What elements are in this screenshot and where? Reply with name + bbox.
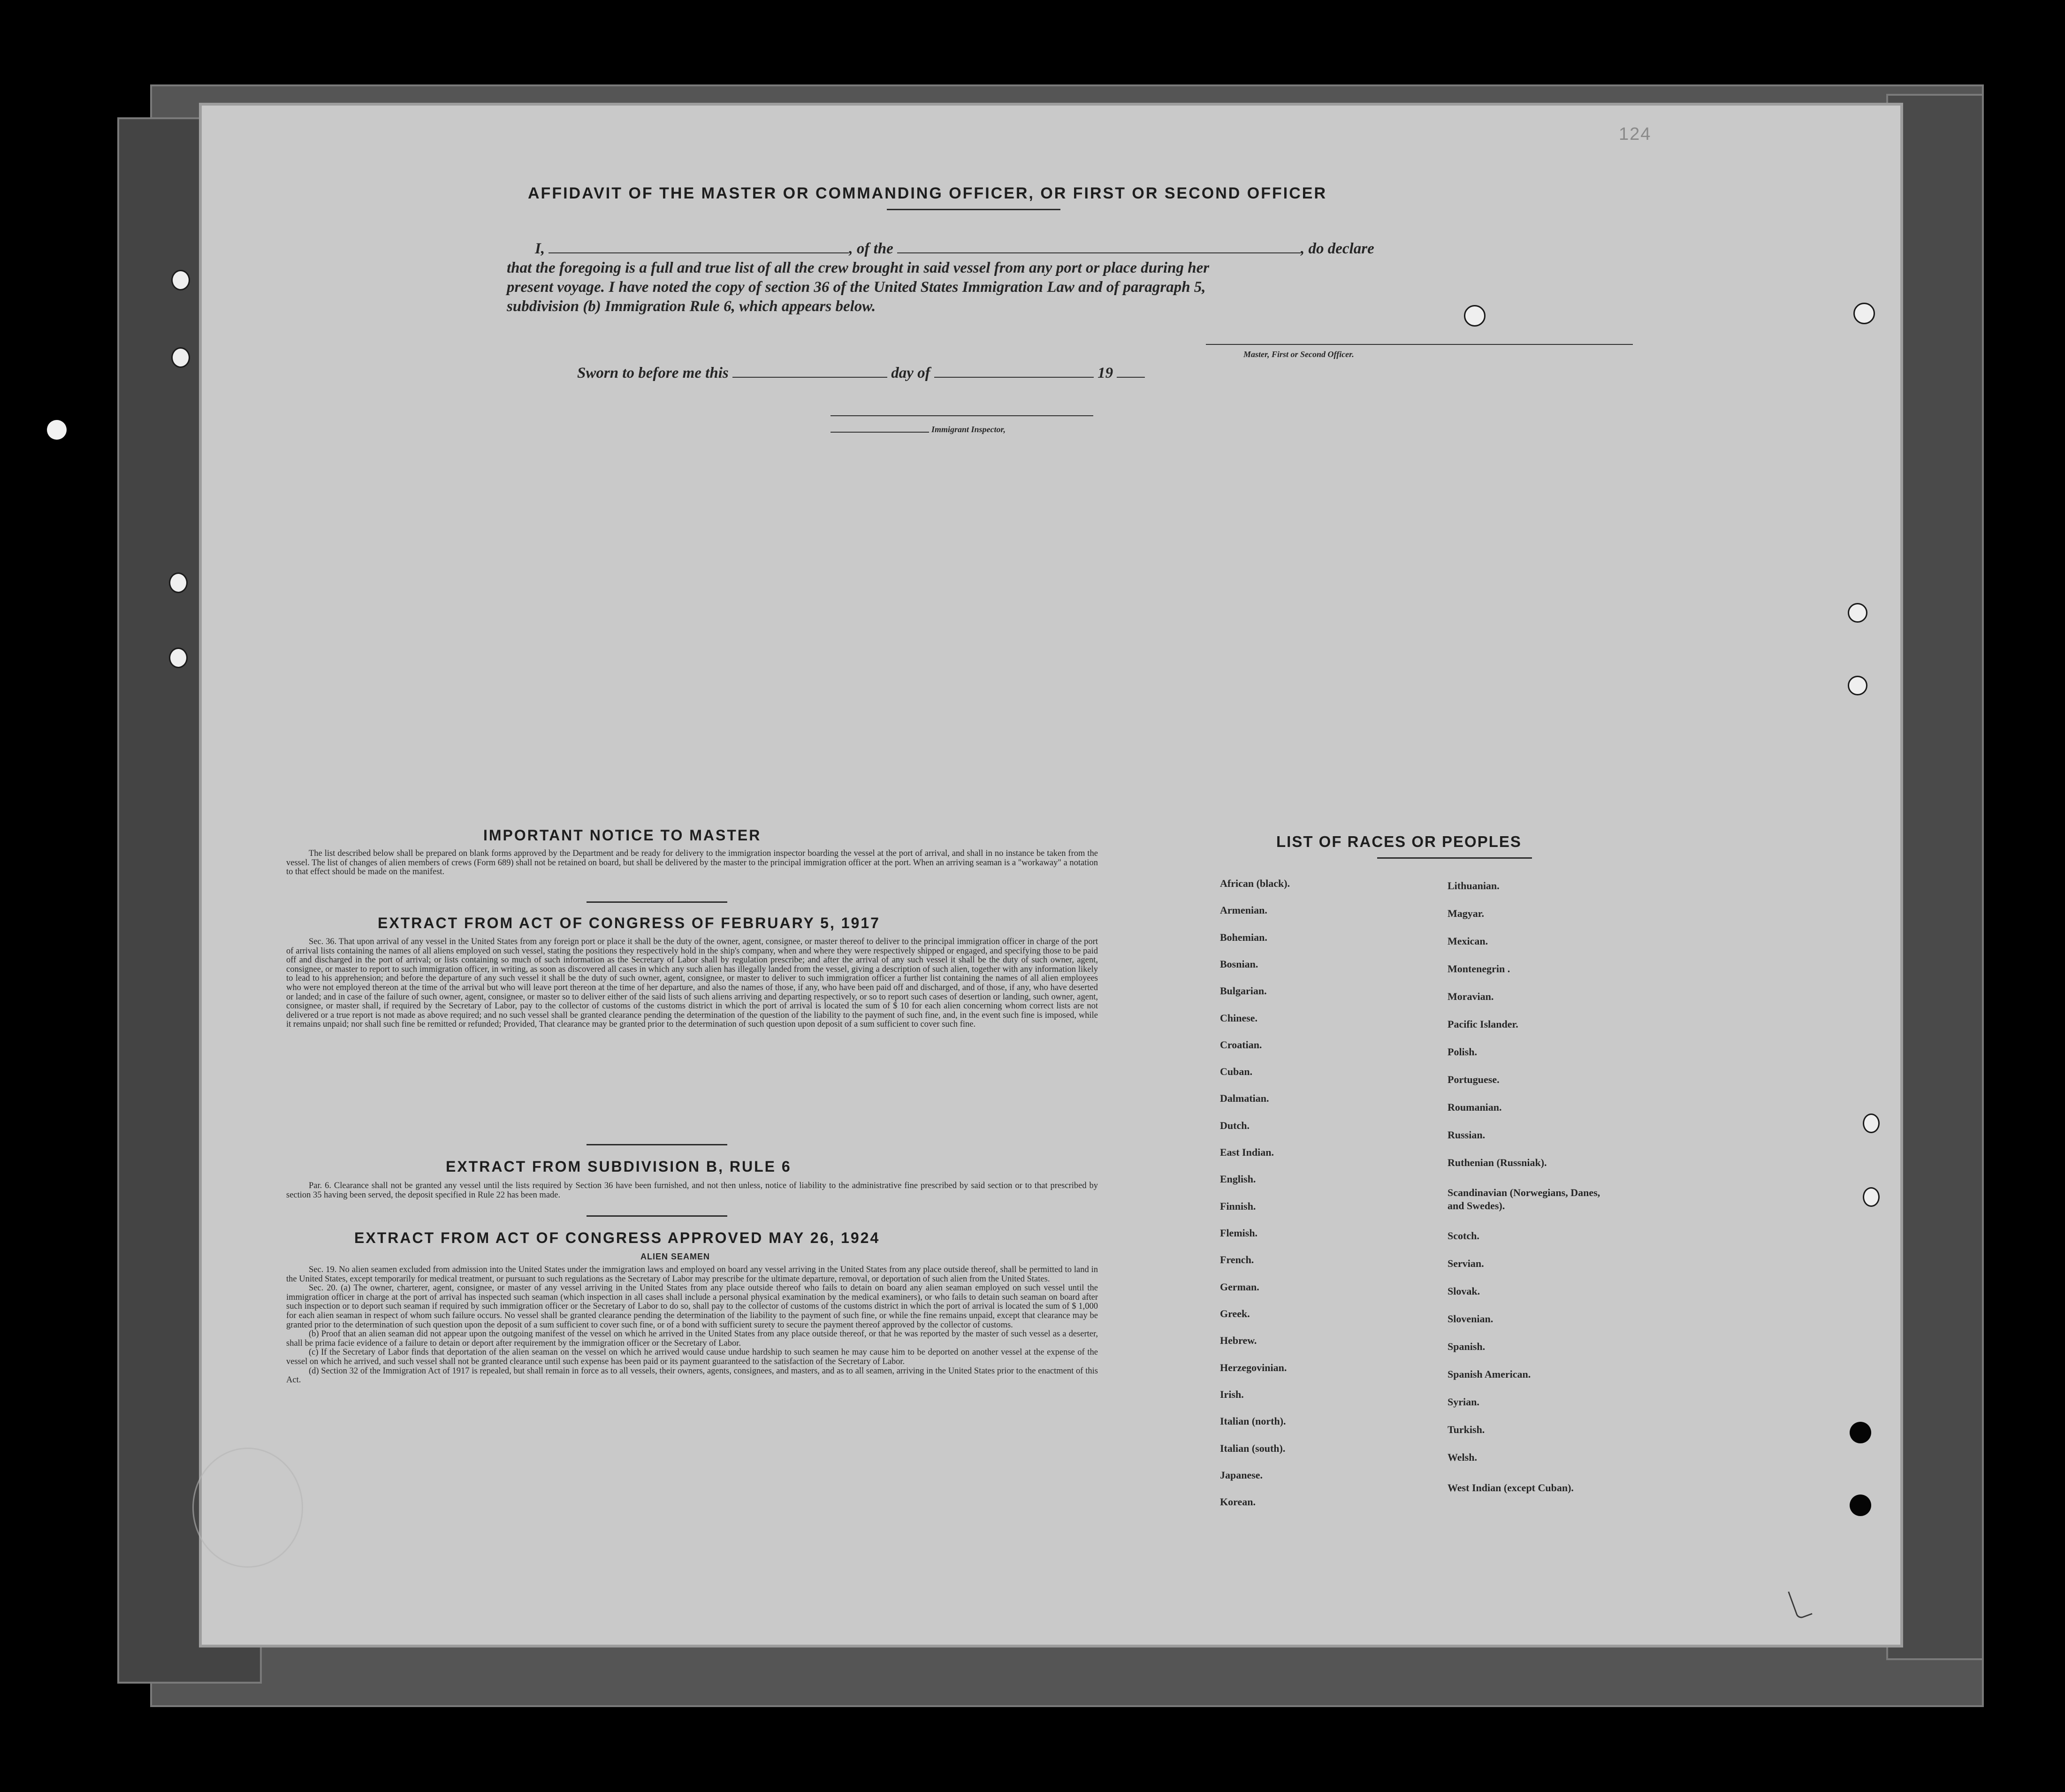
binding-hole <box>1863 1187 1880 1207</box>
binding-hole <box>1848 676 1867 695</box>
affidavit-line2: that the foregoing is a full and true list of all the crew brought in said vessel from any port or place during her <box>507 259 1210 276</box>
binding-hole-filled <box>1850 1422 1871 1443</box>
race-item: Bohemian. <box>1220 931 1267 943</box>
vessel-blank[interactable] <box>897 252 1301 253</box>
race-item: Chinese. <box>1220 1012 1258 1024</box>
sec20b-text: (b) Proof that an alien seaman did not appear upon the outgoing manifest of the vessel on which he arrived in the United States from any place outside thereof, or that he was reported by the master of such vessel as a deserter, shall be prima facie evidence of a failure to detain or deport after requirement by the immigration officer or the Secretary of Labor. <box>286 1329 1098 1348</box>
race-item: West Indian (except Cuban). <box>1448 1482 1574 1494</box>
binding-hole <box>1848 603 1867 623</box>
race-item: Scandinavian (Norwegians, Danes, and Swedes). <box>1448 1187 1600 1212</box>
race-item: Slovak. <box>1448 1285 1480 1297</box>
race-item: Bosnian. <box>1220 958 1258 970</box>
rule6-text: Par. 6. Clearance shall not be granted any vessel until the lists required by Section 36 have been furnished, and not then unless, notice of liability to the administrative fine prescribed by said section or to that prescribed by section 35 having been served, the deposit specified in Rule 22 has been made. <box>286 1181 1098 1200</box>
race-item: Turkish. <box>1448 1424 1485 1435</box>
manifest-page <box>202 106 1900 1645</box>
sworn-before-label: Sworn to before me this <box>577 365 729 381</box>
race-item: Italian (south). <box>1220 1442 1286 1454</box>
race-item: Hebrew. <box>1220 1334 1257 1346</box>
race-item: Roumanian. <box>1448 1101 1502 1113</box>
race-item: French. <box>1220 1254 1254 1266</box>
affidavit-of-the: , of the <box>849 240 893 257</box>
races-underline <box>1377 857 1532 859</box>
back-sheet-right <box>1886 94 1984 1660</box>
race-item: Croatian. <box>1220 1039 1262 1051</box>
extract-1917-text: Sec. 36. That upon arrival of any vessel in the United States from any foreign port or place it shall be the duty of the owner, agent, consignee, or master thereof to deliver to the principal immigration officer in charge of the port of arrival lists containing the names of all aliens employed on such vessel, stating the positions they respectively hold in the ship's company, when and where they were respectively shipped or engaged, and specifying those to be paid off and discharged in the port of arrival; or lists containing so much of such information as the Secretary of Labor shall by regulation prescribe; and after the arrival of any such vessel it shall be the duty of such owner, agent, consignee, or master to report to such immigration officer, in writing, as soon as discovered all cases in which any such alien has illegally landed from the vessel, giving a description of such alien, together with any information likely to lead to his apprehension; and before the departure of any such vessel it shall be the duty of such owner, agent, consignee, or master to deliver to such immigration officer a further list containing the names of all alien employees who were not employed thereon at the time of the arrival but who will leave port thereon at the time of her departure, and also the names of those, if any, who have been paid off and discharged, and of those, if any, who have deserted or landed; and in case of the failure of such owner, agent, consignee, or master so to deliver either of the said lists of such aliens arriving and departing respectively, or so to report such cases of desertion or landing, such owner, agent, consignee, or master shall, if required by the Secretary of Labor, pay to the collector of customs of the customs district in which the port of arrival is located the sum of $ 10 for each alien concerning whom correct lists are not delivered or a true report is not made as above required; and no such vessel shall be granted clearance pending the determination of the question of the liability to the payment of such fine, and, in the event such fine is imposed, while it remains unpaid; nor shall such fine be remitted or refunded; Provided, That clearance may be granted prior to the determination of such question upon deposit of a sum sufficient to cover such fine. <box>286 937 1098 1029</box>
notice-heading: IMPORTANT NOTICE TO MASTER <box>483 827 762 844</box>
inspector-signature-line-top[interactable] <box>831 415 1093 416</box>
master-signature-line[interactable] <box>1206 344 1633 345</box>
race-item: Pacific Islander. <box>1448 1018 1518 1030</box>
race-item: Portuguese. <box>1448 1074 1500 1085</box>
punch-hole-left <box>47 420 67 440</box>
affidavit-i: I, <box>535 240 545 257</box>
race-item: Korean. <box>1220 1496 1256 1508</box>
race-item: East Indian. <box>1220 1146 1274 1158</box>
race-item: Ruthenian (Russniak). <box>1448 1157 1547 1168</box>
race-item: Irish. <box>1220 1388 1244 1400</box>
sworn-day-blank[interactable] <box>732 377 887 378</box>
race-item: Dalmatian. <box>1220 1092 1269 1104</box>
affidavit-heading: AFFIDAVIT OF THE MASTER OR COMMANDING OFFICER, OR FIRST OR SECOND OFFICER <box>528 184 1327 202</box>
notice-rule <box>587 901 727 903</box>
day-of-label: day of <box>891 365 930 381</box>
race-item: Cuban. <box>1220 1066 1253 1077</box>
extract-1924-heading: EXTRACT FROM ACT OF CONGRESS APPROVED MAY 26, 1924 <box>354 1229 880 1246</box>
sworn-line <box>577 364 1422 383</box>
sec20a-text: Sec. 20. (a) The owner, charterer, agent, consignee, or master of any vessel arriving in the United States from any place outside thereof who fails to detain on board any alien seaman employed on such vessel until the immigration officer in charge at the port of arrival has inspected such seaman (which inspection in all cases shall include a personal physical examination by the medical examiners), or who fails to detain such seaman on board after such inspection or to deport such seaman if required by such immigration officer or the Secretary of Labor to do so, shall pay to the collector of customs of the customs district in which the port of arrival is located the sum of $ 1,000 for each alien seaman in respect of whom such failure occurs. No vessel shall be granted clearance pending the determination of the liability to the payment of such fine, or while the fine remains unpaid, except that clearance may be granted prior to the determination of such question upon the deposit of a sum sufficient to cover such fine, or of a bond with sufficient surety to secure the payment thereof approved by the collector of customs. <box>286 1283 1098 1330</box>
affidavit-line3: present voyage. I have noted the copy of section 36 of the United States Immigration Law and of paragraph 5, <box>507 279 1206 296</box>
binding-hole <box>171 270 190 290</box>
race-item: Herzegovinian. <box>1220 1362 1287 1373</box>
extract-1924-body <box>286 1266 1098 1385</box>
race-item: Moravian. <box>1448 991 1494 1002</box>
faint-seal-stamp <box>192 1448 303 1568</box>
sec19-text: Sec. 19. No alien seamen excluded from admission into the United States under the immigration laws and employed on board any vessel arriving in the United States from any place outside thereof, shall be permitted to land in the United States, except temporarily for medical treatment, or pursuant to such regulations as the Secretary of Labor may prescribe for the ultimate departure, removal, or deportation of such alien from the United States. <box>286 1265 1098 1284</box>
binding-hole <box>171 347 190 368</box>
race-item: Magyar. <box>1448 907 1485 919</box>
race-item: Lithuanian. <box>1448 880 1500 892</box>
sec20d-text: (d) Section 32 of the Immigration Act of 1917 is repealed, but shall remain in force as to all vessels, their owners, agents, consignees, and masters, and as to all seamen, arriving in the United States prior to the enactment of this Act. <box>286 1366 1098 1385</box>
race-item: Spanish American. <box>1448 1368 1531 1380</box>
binding-hole <box>169 572 188 593</box>
folio-number: 124 <box>1619 124 1652 144</box>
extract-1917-heading: EXTRACT FROM ACT OF CONGRESS OF FEBRUARY 5, 1917 <box>378 915 880 931</box>
race-item: Finnish. <box>1220 1200 1256 1212</box>
race-item: Japanese. <box>1220 1469 1263 1481</box>
binding-hole <box>1464 305 1486 327</box>
races-heading: LIST OF RACES OR PEOPLES <box>1276 833 1522 850</box>
affidavit-line4: subdivision (b) Immigration Rule 6, which appears below. <box>507 298 876 315</box>
race-item: Montenegrin . <box>1448 963 1510 975</box>
binding-hole-filled <box>1850 1495 1871 1516</box>
race-item: Flemish. <box>1220 1227 1258 1239</box>
race-item: Italian (north). <box>1220 1415 1286 1427</box>
race-item: Welsh. <box>1448 1451 1477 1463</box>
race-item: Bulgarian. <box>1220 985 1267 997</box>
race-item: Slovenian. <box>1448 1313 1494 1325</box>
race-item: Spanish. <box>1448 1341 1486 1352</box>
extract-1917-rule <box>587 1144 727 1145</box>
heading-underline <box>887 209 1060 210</box>
race-item: Armenian. <box>1220 904 1267 916</box>
affidavit-do-declare: , do declare <box>1301 240 1374 257</box>
race-item: Servian. <box>1448 1258 1484 1269</box>
binding-hole <box>1863 1113 1880 1133</box>
race-item: Dutch. <box>1220 1120 1250 1131</box>
race-item: African (black). <box>1220 877 1290 889</box>
race-item: Scotch. <box>1448 1230 1479 1242</box>
affidavit-line1 <box>535 239 1628 259</box>
binding-hole <box>169 648 188 668</box>
race-item: Russian. <box>1448 1129 1486 1141</box>
year-prefix: 19 <box>1097 365 1113 381</box>
race-item: Greek. <box>1220 1308 1250 1319</box>
name-blank[interactable] <box>549 252 849 253</box>
rule6-heading: EXTRACT FROM SUBDIVISION B, RULE 6 <box>446 1158 792 1175</box>
sec20c-text: (c) If the Secretary of Labor finds that deportation of the alien seaman on the vessel on which he arrived would cause undue hardship to such seamen he may cause him to be deported on another vessel at the expense of the vessel on which he arrived, and such vessel shall not be granted clearance until such expense has been paid or its payment guaranteed to the satisfaction of the Secretary of Labor. <box>286 1348 1098 1366</box>
race-item: English. <box>1220 1173 1256 1185</box>
sworn-month-blank[interactable] <box>934 377 1094 378</box>
pencil-mark <box>1788 1586 1813 1619</box>
master-caption: Master, First or Second Officer. <box>1243 350 1354 359</box>
inspector-caption: Immigrant Inspector, <box>931 425 1006 434</box>
notice-text: The list described below shall be prepared on blank forms approved by the Department and be ready for delivery to the immigration inspector boarding the vessel at the port of arrival, and shall in no instance be taken from the vessel. The list of changes of alien members of crews (Form 689) shall not be retained on board, but shall be delivered by the master to the principal immigration officer at the port. When an arriving seaman is a "workaway" a notation to that effect should be made on the manifest. <box>286 849 1098 877</box>
binding-hole <box>1853 303 1875 324</box>
rule6-rule <box>587 1215 727 1217</box>
alien-seamen-subheading: ALIEN SEAMEN <box>640 1252 710 1261</box>
race-item: Syrian. <box>1448 1396 1479 1408</box>
sworn-year-blank[interactable] <box>1117 377 1145 378</box>
race-item: German. <box>1220 1281 1259 1293</box>
race-item: Mexican. <box>1448 935 1488 947</box>
inspector-signature-line[interactable] <box>831 432 929 433</box>
race-item: Polish. <box>1448 1046 1477 1058</box>
